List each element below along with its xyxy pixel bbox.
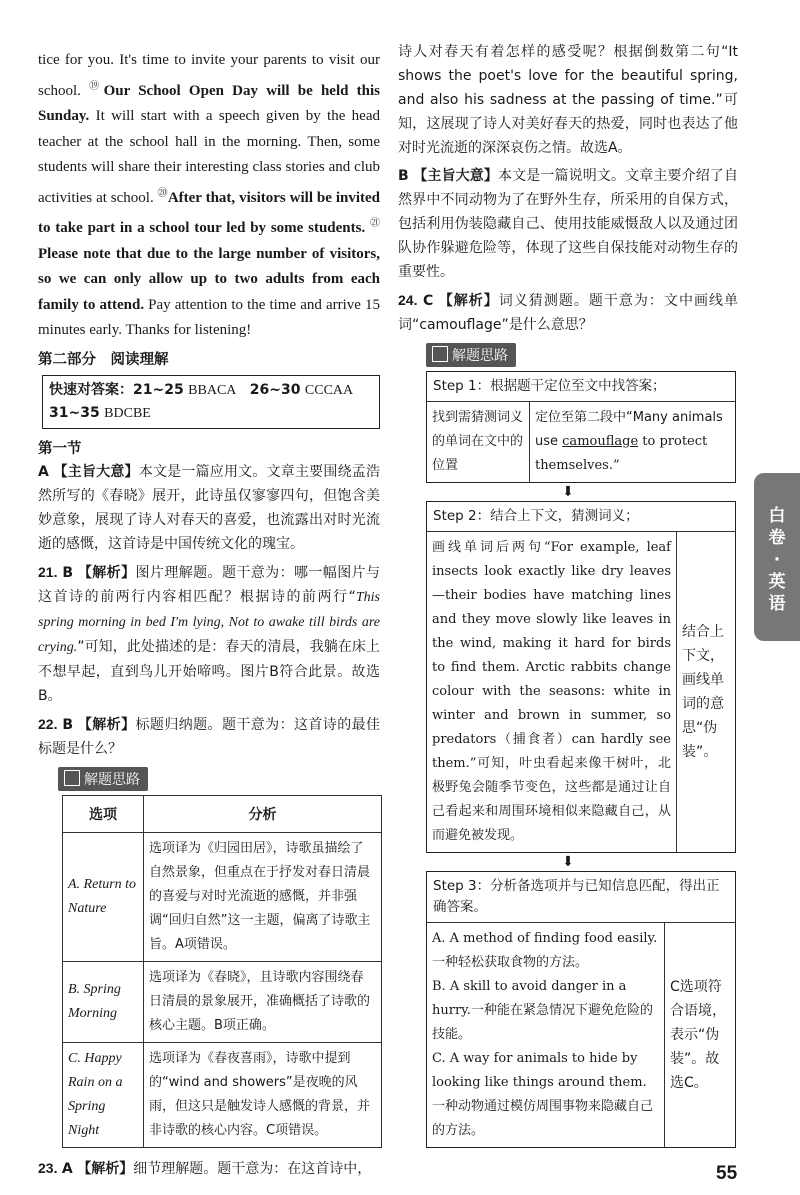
listening-transcript [38,0,380,344]
option-cell: C. Happy Rain on a Spring Night [63,1042,144,1147]
question-21 [38,560,380,708]
analysis-text: 图片理解题。题干意为：哪一幅图片与这首诗的前两行内容相匹配？根据诗的前两行“ [38,564,381,605]
down-arrow-icon: ⬇ [562,484,574,500]
summary-text: 本文是一篇应用文。文章主要围绕孟浩然所写的《春晓》展开，此诗虽仅寥寥四句，但饱含美妙意象，展现了诗人对春天的喜爱，也流露出对时光流逝的感慨，这首诗是中国传统文化的瑰宝。 [38,463,381,552]
step-3-table [427,923,735,1147]
analysis-tag: 【解析】 [77,1160,134,1177]
option-en: B. A skill to avoid danger in a hurry. [432,979,627,1018]
answer-letter: B [62,564,73,581]
option-zh: 一种能在紧急情况下避免危险的技能。 [432,1003,653,1042]
sentence-number: ⑲ [89,80,104,92]
summary-tag: 【主旨大意】 [413,168,498,184]
step-text: 定位至第二段中“Many animals use [535,410,723,449]
step-title: Step 2：结合上下文，猜测词义； [427,502,735,532]
analysis-text: 标题归纳题。题干意为：这首诗的最佳标题是什么？ [38,716,381,757]
transcript-line: tice for you. It's time to invite your parents to visit our [38,52,380,68]
answer-range: 31~35 [49,404,100,421]
pencil-note-icon [64,770,80,786]
passage-b-summary [398,164,738,284]
side-tab-char: 英 [768,572,786,592]
question-22 [38,712,380,761]
side-tab-char: 语 [768,594,786,614]
option-zh: 一种动物通过模仿周围事物来隐藏自己的方法。 [432,1099,654,1138]
step-text: to protect themselves.” [535,434,708,473]
tag-text: 解题思路 [84,771,140,788]
passage-label: B [398,168,409,184]
question-24 [398,288,738,337]
page-number: 55 [716,1163,738,1184]
question-23-cont: 诗人对春天有着怎样的感受呢？根据倒数第二句“It shows the poet's love for the beautiful spring, and also his sadness at the passing of time.”可知，这展现了诗人对美好春天的热爱，同时也表达了他对时光流逝的深深哀伤之情。故选A。 [398,44,738,156]
part2-title: 第二部分 阅读理解 [38,351,169,368]
question-number: 22. [38,715,58,732]
sentence-number: ⑳ [157,187,168,199]
table-row [63,1042,382,1147]
analysis-tag: 【解析】 [77,716,136,733]
key-sentence: Our School Open Day will be held this Sunday. [38,82,381,124]
step-left-cell [427,923,665,1147]
passage-a-summary [38,460,380,556]
side-tab-char: · [773,550,781,570]
options-analysis-table [62,795,382,1148]
tag-text: 解题思路 [452,348,508,364]
step-1-table [427,402,735,482]
analysis-text: 词义猜测题。题干意为：文中画线单词“camouflage”是什么意思？ [398,293,739,333]
step-right-cell: C选项符合语境，表示“伪装”。故选C。 [665,923,736,1147]
option-cell: B. Spring Morning [63,961,144,1042]
down-arrow-icon: ⬇ [562,854,574,870]
step-title: Step 1：根据题干定位至文中找答案； [427,372,735,402]
question-number: 24. [398,292,418,308]
table-row [63,832,382,961]
answer-label: 快速对答案： [49,381,133,398]
transcript-text: school. [38,82,81,99]
summary-text: 本文是一篇说明文。文章主要介绍了自然界中不同动物为了在野外生存，所采用的自保方式，包括利用伪装隐藏自己、使用技能威慑敌人以及通过团队协作躲避危险等，体现了这些自保技能对动物生存的重要性。 [398,168,738,280]
analysis-cell: 选项译为《归园田居》，诗歌虽描绘了自然景象，但重点在于抒发对春日清晨的喜爱与对时光流逝的感慨，并非强调“回归自然”这一主题，偏离了诗歌主旨。A项错误。 [144,832,382,961]
left-column [38,0,380,1181]
step-2-table [427,532,735,852]
listening-paragraph [38,48,380,344]
analysis-cell: 选项译为《春夜喜雨》，诗歌中提到的“wind and showers”是夜晚的风雨，但这只是触发诗人感慨的背景，并非诗歌的核心内容。C项错误。 [144,1042,382,1147]
option-zh: 一种轻松获取食物的方法。 [432,955,589,970]
sentence-number: ㉑ [370,218,381,229]
option-en: C. A way for animals to hide by looking like things around them. [432,1051,647,1090]
analysis-text: 细节理解题。题干意为：在这首诗中， [133,1160,372,1177]
step-2-box [426,501,736,853]
step-1-box [426,371,736,483]
answer-range: 26~30 [249,381,301,398]
step-3-box [426,871,736,1148]
solution-thinking-label [426,343,516,367]
answer-letter: B [62,716,73,733]
underlined-word: camouflage [562,434,639,449]
subject-side-tab [754,473,800,641]
solution-thinking-label [58,767,148,791]
side-tab-char: 卷 [768,528,786,548]
answer-keys: BBACA [188,382,237,398]
step-text: 画线单词后两句“For example, leaf insects look exactly like dry leaves—their bodies have matching lines and they move slowly like leaves in the wind, making it hard for birds to find them. Arctic rabbits change colour with the seasons: white in winter and brown in summer, so predators（捕食者）can hardly see them.” [432,540,671,771]
question-number: 21. [38,563,58,580]
step-left-cell [427,532,677,852]
analysis-cell: 选项译为《春晓》，且诗歌内容围绕春日清晨的景象展开，准确概括了诗歌的核心主题。B项正确。 [144,961,382,1042]
transcript-text: It will start with a speech given by the head teacher at the school hall in the morning. Then, some students will share their interesting class stories and club activities at school. [38,108,380,206]
transcript-text: Pay attention to the time and arrive 15 minutes early. Thanks for listening! [38,296,381,338]
passage-label: A [38,463,49,480]
side-tab-char: 白 [768,506,786,526]
thinking-tag-22 [58,767,380,791]
question-number: 23. [38,1159,58,1176]
table-header: 分析 [144,795,382,832]
step-right-cell: 结合上下文，画线单词的意思“伪装”。 [677,532,736,852]
answer-range: 21~25 [133,381,184,398]
analysis-text: ”可知，此处描述的是：春天的清晨，我躺在床上不想早起，直到鸟儿开始啼鸣。图片B符合此景。故选B。 [38,638,380,704]
step-text: 可知，叶虫看起来像干树叶，北极野兔会随季节变色，这些都是通过让自己看起来和周围环境相似来隐藏自己，从而避免被发现。 [432,756,671,843]
option-en: A. A method of finding food easily. [432,931,658,946]
step-left-cell: 找到需猜测词义的单词在文中的位置 [427,402,530,482]
analysis-tag: 【解析】 [77,564,136,581]
summary-tag: 【主旨大意】 [53,463,139,480]
thinking-tag-24 [426,343,738,367]
answer-keys: CCCAA [304,382,354,398]
answer-box [42,375,380,429]
poem-quote: This spring morning in bed I'm lying, Not to awake till birds are crying. [38,589,380,655]
step-title: Step 3：分析备选项并与已知信息匹配，得出正确答案。 [427,872,735,923]
question-23-start [38,1156,380,1181]
section-title: 第一节 [38,440,82,457]
key-sentence: Please note that due to the large number of visitors, so we can only allow up to two adults from each family to attend. [38,245,380,313]
table-row [63,961,382,1042]
step-right-cell [530,402,736,482]
option-cell: A. Return to Nature [63,832,144,961]
analysis-tag: 【解析】 [438,293,499,309]
key-sentence: After that, visitors will be invited to take part in a school tour led by some students. [38,189,381,236]
pencil-note-icon [432,346,448,362]
right-column [398,0,738,1148]
answer-letter: C [422,293,434,309]
table-header: 选项 [63,795,144,832]
answer-letter: A [61,1160,73,1177]
answer-keys: BDCBE [104,405,151,421]
